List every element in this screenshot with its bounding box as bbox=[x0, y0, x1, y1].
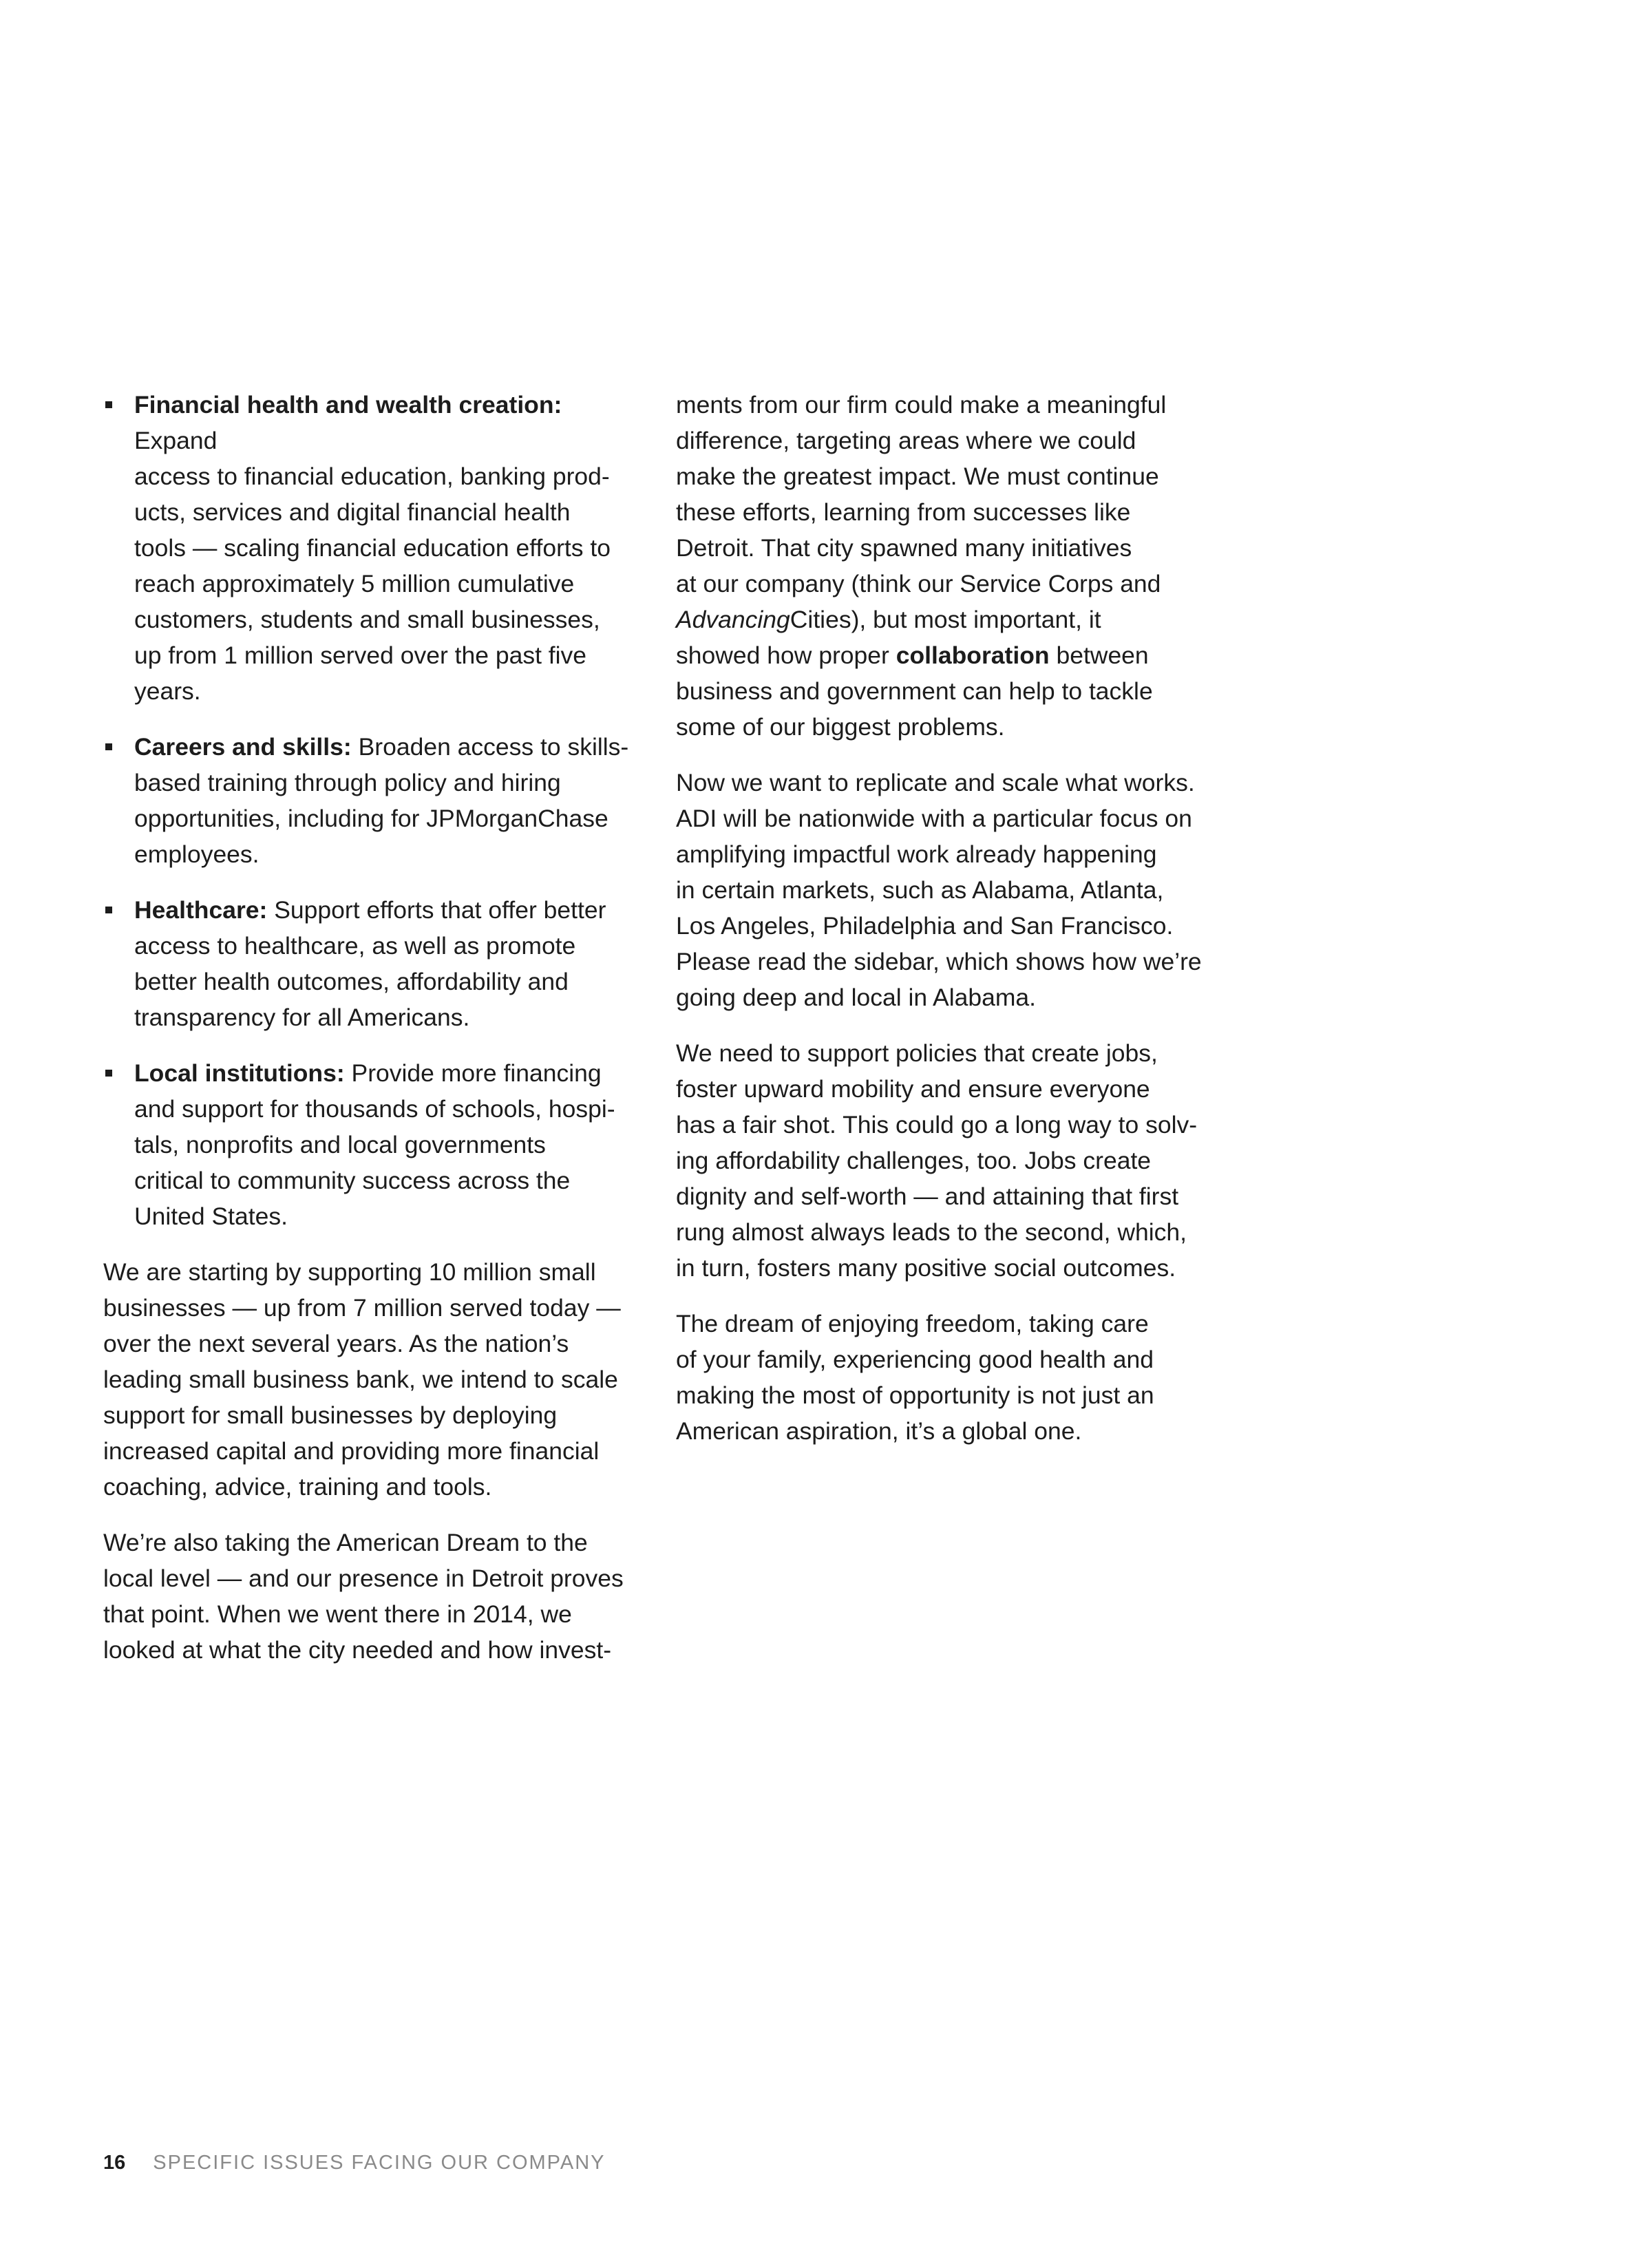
bullet-lead: Local institutions: bbox=[134, 1059, 345, 1087]
text-line: dignity and self-worth — and attaining that first bbox=[676, 1183, 1179, 1210]
list-item bbox=[103, 387, 647, 709]
text-line: coaching, advice, training and tools. bbox=[103, 1473, 492, 1501]
text-line: making the most of opportunity is not just an bbox=[676, 1381, 1154, 1409]
text-line: in turn, fosters many positive social outcomes. bbox=[676, 1254, 1176, 1282]
text-line: going deep and local in Alabama. bbox=[676, 984, 1037, 1011]
text-line: Please read the sidebar, which shows how we’re bbox=[676, 948, 1202, 975]
text-line: The dream of enjoying freedom, taking care bbox=[676, 1310, 1149, 1337]
text-line: access to healthcare, as well as promote bbox=[134, 932, 576, 960]
paragraph-detroit bbox=[103, 1525, 647, 1668]
initiatives-list bbox=[103, 387, 647, 1234]
list-item bbox=[103, 892, 647, 1035]
text-line: over the next several years. As the nation’s bbox=[103, 1330, 569, 1357]
text-line: We’re also taking the American Dream to the bbox=[103, 1529, 588, 1556]
text-line: that point. When we went there in 2014, we bbox=[103, 1600, 572, 1628]
text-line: business and government can help to tackle bbox=[676, 677, 1153, 705]
section-title: SPECIFIC ISSUES FACING OUR COMPANY bbox=[153, 2152, 606, 2174]
list-item bbox=[103, 729, 647, 872]
text-line: increased capital and providing more financial bbox=[103, 1437, 600, 1465]
page-footer bbox=[103, 2149, 605, 2176]
text-line: years. bbox=[134, 677, 201, 705]
paragraph-dream bbox=[676, 1306, 1220, 1449]
text-line: leading small business bank, we intend to scale bbox=[103, 1366, 618, 1393]
left-column bbox=[103, 387, 647, 1688]
text-line: Broaden access to skills- bbox=[351, 733, 629, 761]
text-line: employees. bbox=[134, 840, 260, 868]
right-column bbox=[676, 387, 1220, 1469]
collaboration-bold: collaboration bbox=[896, 642, 1050, 669]
text-line: has a fair shot. This could go a long way to solv- bbox=[676, 1111, 1198, 1138]
text-line: ments from our firm could make a meaningful bbox=[676, 391, 1167, 419]
text-line: of your family, experiencing good health and bbox=[676, 1346, 1154, 1373]
bullet-lead: Careers and skills: bbox=[134, 733, 352, 761]
text-line: some of our biggest problems. bbox=[676, 713, 1005, 741]
text-fragment: showed how proper bbox=[676, 642, 896, 669]
paragraph-small-businesses bbox=[103, 1254, 647, 1505]
text-line: United States. bbox=[134, 1203, 288, 1230]
text-line: ucts, services and digital financial health bbox=[134, 498, 571, 526]
list-item bbox=[103, 1055, 647, 1234]
text-line: Detroit. That city spawned many initiatives bbox=[676, 534, 1132, 562]
text-line: Provide more financing bbox=[344, 1059, 602, 1087]
text-line: at our company (think our Service Corps and bbox=[676, 570, 1161, 597]
text-line: reach approximately 5 million cumulative bbox=[134, 570, 575, 597]
text-line: difference, targeting areas where we could bbox=[676, 427, 1136, 454]
text-line: Support efforts that offer better bbox=[267, 896, 606, 924]
advancing-italic: Advancing bbox=[676, 606, 790, 633]
text-line: ing affordability challenges, too. Jobs create bbox=[676, 1147, 1152, 1174]
text-line: Los Angeles, Philadelphia and San Francisco. bbox=[676, 912, 1174, 940]
text-line: access to financial education, banking prod- bbox=[134, 463, 610, 490]
text-line: We need to support policies that create jobs, bbox=[676, 1039, 1158, 1067]
text-line: Expand bbox=[134, 427, 218, 454]
text-line bbox=[676, 602, 1220, 637]
text-line: support for small businesses by deploying bbox=[103, 1401, 558, 1429]
text-line: foster upward mobility and ensure everyone bbox=[676, 1075, 1150, 1103]
text-line: customers, students and small businesses, bbox=[134, 606, 600, 633]
text-line: businesses — up from 7 million served today — bbox=[103, 1294, 621, 1322]
text-line: American aspiration, it’s a global one. bbox=[676, 1417, 1082, 1445]
text-line: better health outcomes, affordability and bbox=[134, 968, 569, 995]
text-line: make the greatest impact. We must continue bbox=[676, 463, 1159, 490]
text-line: opportunities, including for JPMorganChase bbox=[134, 805, 608, 832]
page-number: 16 bbox=[103, 2152, 126, 2174]
paragraph-replicate bbox=[676, 765, 1220, 1015]
text-line: based training through policy and hiring bbox=[134, 769, 561, 796]
text-fragment: Cities), but most important, it bbox=[790, 606, 1101, 633]
text-line: ADI will be nationwide with a particular focus on bbox=[676, 805, 1192, 832]
text-line: transparency for all Americans. bbox=[134, 1004, 470, 1031]
text-line: tools — scaling financial education efforts to bbox=[134, 534, 611, 562]
paragraph-policies bbox=[676, 1035, 1220, 1286]
text-fragment: between bbox=[1049, 642, 1149, 669]
paragraph-continuation bbox=[676, 387, 1220, 745]
text-line: local level — and our presence in Detroit proves bbox=[103, 1565, 624, 1592]
bullet-lead: Healthcare: bbox=[134, 896, 268, 924]
bullet-lead: Financial health and wealth creation: bbox=[134, 391, 562, 419]
text-line: Now we want to replicate and scale what works. bbox=[676, 769, 1195, 796]
text-line: up from 1 million served over the past five bbox=[134, 642, 587, 669]
text-line: and support for thousands of schools, hospi- bbox=[134, 1095, 615, 1123]
text-line: tals, nonprofits and local governments bbox=[134, 1131, 546, 1158]
text-line: critical to community success across the bbox=[134, 1167, 571, 1194]
text-line bbox=[676, 637, 1220, 673]
text-line: these efforts, learning from successes like bbox=[676, 498, 1131, 526]
text-line: looked at what the city needed and how invest- bbox=[103, 1636, 612, 1664]
text-line: in certain markets, such as Alabama, Atlanta, bbox=[676, 876, 1164, 904]
text-line: We are starting by supporting 10 million small bbox=[103, 1258, 596, 1286]
text-line: amplifying impactful work already happening bbox=[676, 840, 1157, 868]
text-line: rung almost always leads to the second, which, bbox=[676, 1218, 1187, 1246]
